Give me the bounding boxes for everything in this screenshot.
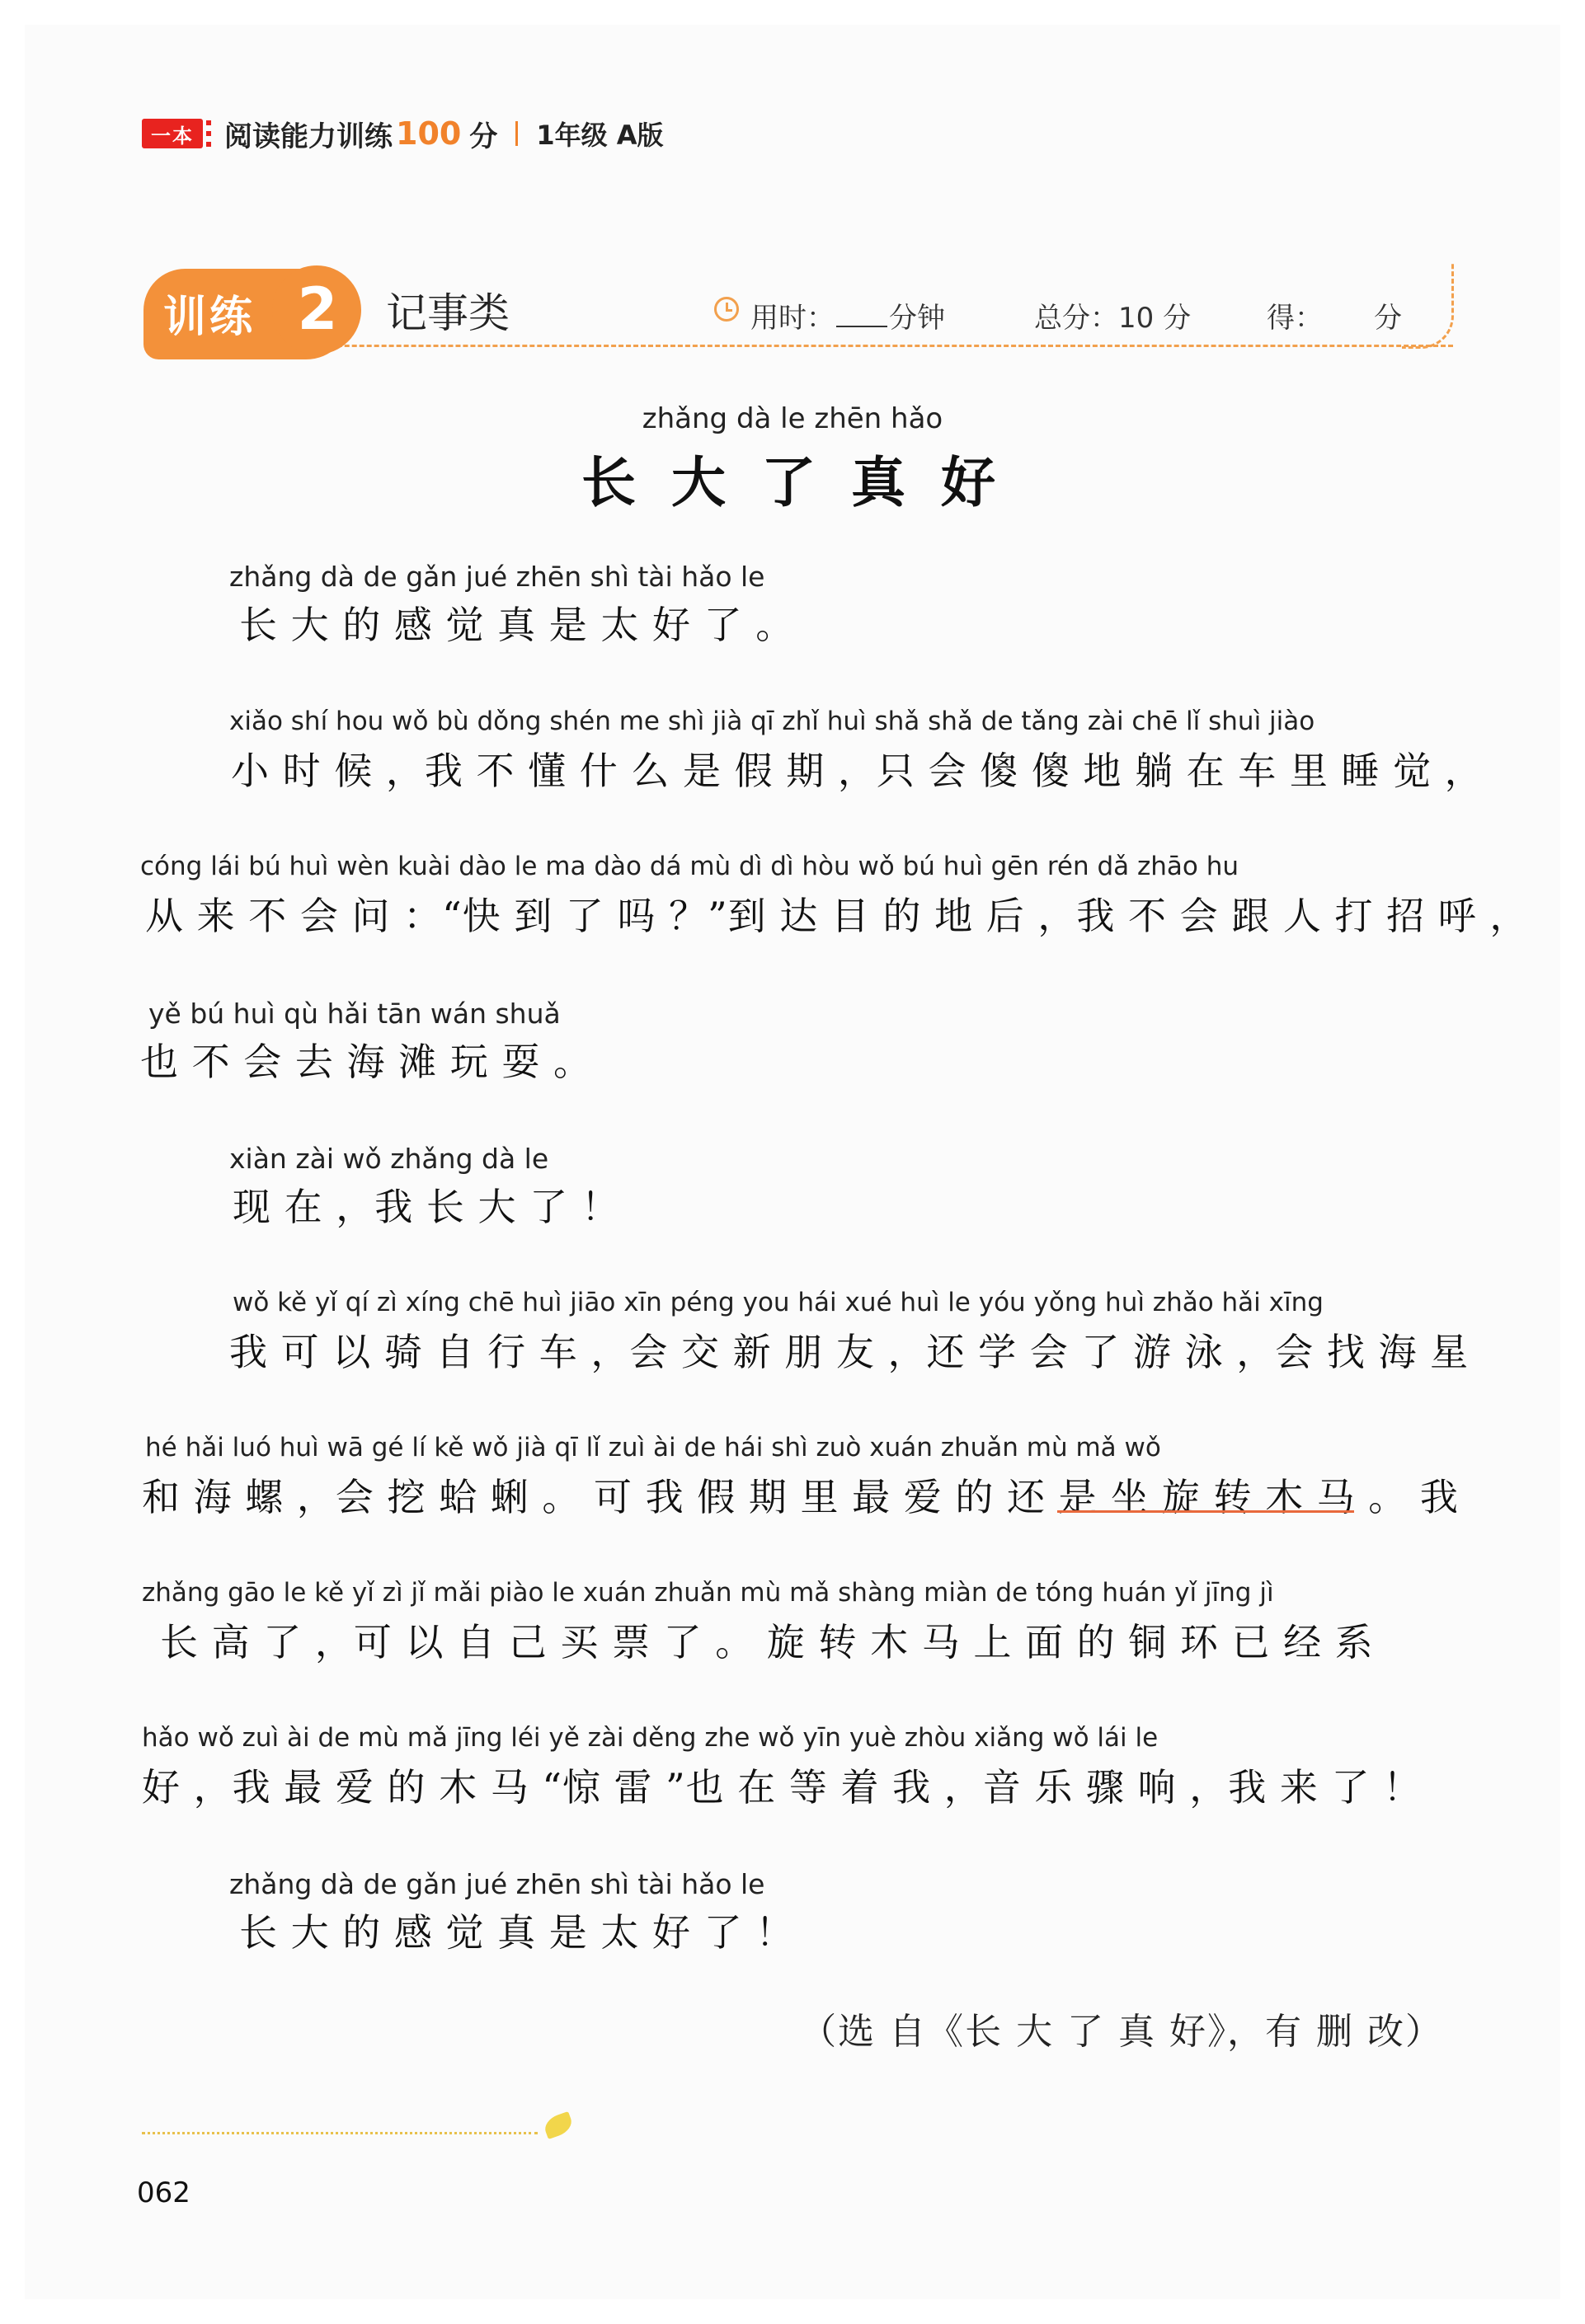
pinyin-line-6: wǒ kě yǐ qí zì xíng chē huì jiāo xīn péng you hái xué huì le yóu yǒng huì zhǎo hǎi xīng [233, 1288, 1324, 1317]
text-line-8: 长 高 了 ，可 以 自 己 买 票 了 。 旋 转 木 马 上 面 的 铜 环 已 经 系 [160, 1620, 1374, 1664]
book-score-unit: 分 [469, 120, 498, 153]
banner-corner-decoration [1402, 264, 1454, 349]
publisher-logo: 一本 [142, 119, 203, 148]
text-line-9: 好 ，我 最 爱 的 木 马 “惊 雷 ”也 在 等 着 我 ，音 乐 骤 响 ，我 来 了 ！ [142, 1765, 1423, 1810]
header-divider [515, 121, 518, 146]
text-line-2: 小 时 候 ，我 不 懂 什 么 是 假 期 ，只 会 傻 傻 地 躺 在 车 里 睡 觉 ， [231, 749, 1484, 793]
section-category: 记事类 [386, 289, 510, 337]
text-line-10: 长 大 的 感 觉 真 是 太 好 了 ！ [239, 1910, 795, 1955]
logo-dots [206, 120, 213, 147]
article-title: 长 大 了 真 好 [581, 450, 1004, 514]
section-label: 训练 [163, 293, 256, 342]
pinyin-line-1: zhǎng dà de gǎn jué zhēn shì tài hǎo le [229, 561, 765, 593]
pinyin-line-9: hǎo wǒ zuì ài de mù mǎ jīng léi yě zài děng zhe wǒ yīn yuè zhòu xiǎng wǒ lái le [142, 1723, 1159, 1753]
pinyin-line-10: zhǎng dà de gǎn jué zhēn shì tài hǎo le [229, 1868, 765, 1900]
clock-icon [714, 297, 739, 322]
text-line-6: 我 可 以 骑 自 行 车 ，会 交 新 朋 友 ，还 学 会 了 游 泳 ，会 找 海 星 [229, 1330, 1470, 1374]
text-line-1: 长 大 的 感 觉 真 是 太 好 了 。 [239, 603, 795, 647]
time-field[interactable] [750, 295, 945, 336]
book-score: 100 [396, 115, 462, 152]
section-number: 2 [297, 275, 338, 343]
text-line-5: 现 在 ，我 长 大 了 ！ [233, 1185, 620, 1229]
text-line-4: 也 不 会 去 海 滩 玩 耍 。 [140, 1040, 592, 1084]
book-header [142, 115, 664, 152]
pinyin-line-4: yě bú huì qù hǎi tān wán shuǎ [148, 998, 561, 1030]
title-pinyin: zhǎng dà le zhēn hǎo [642, 402, 943, 435]
score-field[interactable] [1267, 295, 1402, 336]
score-label: 得： [1267, 302, 1323, 335]
pinyin-line-5: xiàn zài wǒ zhǎng dà le [229, 1143, 549, 1175]
footer-dotted-line [142, 2132, 538, 2134]
total-score: 总分：10 分 [1034, 302, 1192, 335]
pinyin-line-2: xiǎo shí hou wǒ bù dǒng shén me shì jià qī zhǐ huì shǎ shǎ de tǎng zài chē lǐ shuì jiào [229, 707, 1315, 736]
page-number: 062 [137, 2176, 190, 2209]
pinyin-line-3: cóng lái bú huì wèn kuài dào le ma dào dá mù dì dì hòu wǒ bú huì gēn rén dǎ zhāo hu [140, 852, 1239, 881]
source-citation: （选 自《长 大 了 真 好》，有 删 改） [800, 2011, 1443, 2053]
pinyin-line-7: hé hǎi luó huì wā gé lí kě wǒ jià qī lǐ zuì ài de hái shì zuò xuán zhuǎn mù mǎ wǒ [145, 1433, 1161, 1462]
time-label: 用时： [750, 302, 835, 335]
text-underline [1057, 1510, 1354, 1513]
book-title: 阅读能力训练 [224, 120, 393, 153]
score-unit: 分 [1374, 302, 1402, 335]
banner-dashed-line [241, 345, 1453, 347]
pinyin-line-8: zhǎng gāo le kě yǐ zì jǐ mǎi piào le xuán zhuǎn mù mǎ shàng miàn de tóng huán yǐ jīng jì [142, 1578, 1274, 1608]
book-grade: 1年级 A版 [536, 120, 664, 151]
time-blank[interactable] [836, 326, 887, 327]
time-unit: 分钟 [889, 302, 945, 335]
text-line-7: 和 海 螺 ，会 挖 蛤 蜊 。 可 我 假 期 里 最 爱 的 还 是 坐 旋 转 木 马 。 我 [142, 1475, 1459, 1519]
text-line-3: 从 来 不 会 问 ：“快 到 了 吗 ？”到 达 目 的 地 后 ，我 不 会 跟 人 打 招 呼 ， [145, 894, 1529, 938]
